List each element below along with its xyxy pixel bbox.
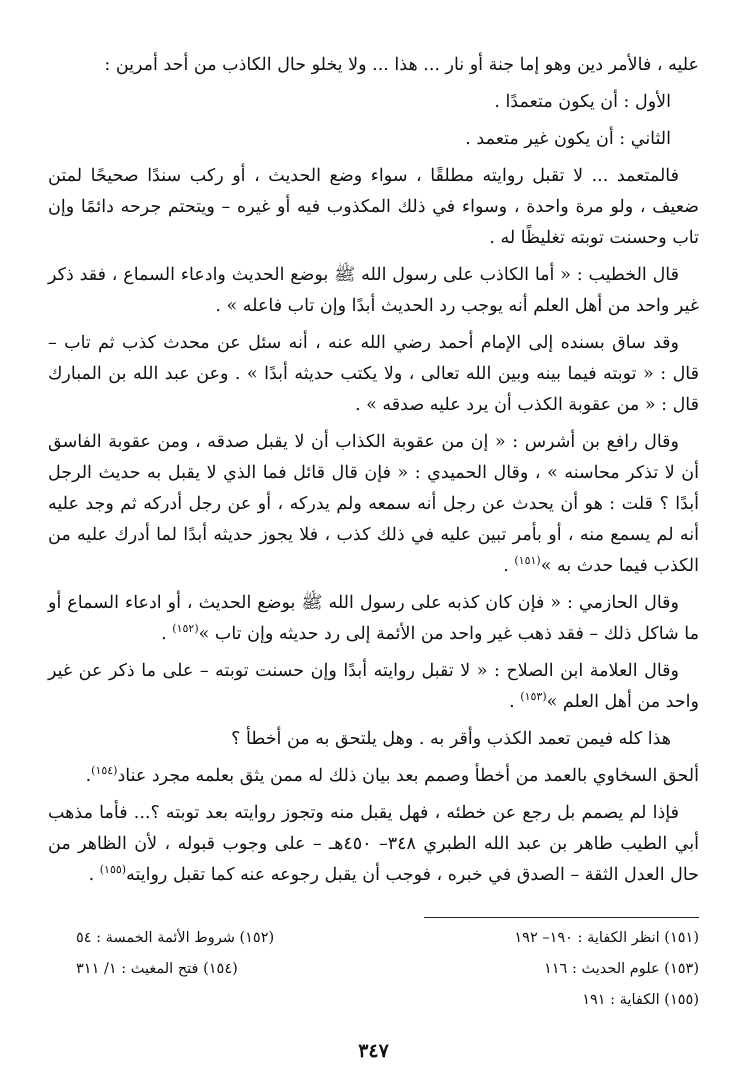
paragraph-tail: . xyxy=(88,865,100,885)
paragraph-11 xyxy=(48,761,699,792)
paragraph-text: الأول : أن يكون متعمدًا . xyxy=(494,92,671,112)
footnote-ref-151[interactable]: (١٥١) xyxy=(514,554,541,568)
paragraph-8 xyxy=(48,588,699,650)
paragraph-2 xyxy=(48,87,699,118)
footnote-ref-155[interactable]: (١٥٥) xyxy=(99,863,127,877)
footnote-154: (١٥٤) فتح المغيث : ١/ ٣١١ xyxy=(76,961,238,977)
paragraph-text: هذا كله فيمن تعمد الكذب وأقر به . وهل يلتحق به من أخطأ ؟ xyxy=(231,729,671,749)
footnote-ref-154[interactable]: (١٥٤) xyxy=(91,764,118,778)
footnote-151: (١٥١) انظر الكفاية : ١٩٠– ١٩٢ xyxy=(514,930,699,946)
paragraph-1 xyxy=(48,50,699,81)
footnote-divider xyxy=(424,917,699,918)
footnote-152: (١٥٢) شروط الأئمة الخمسة : ٥٤ xyxy=(76,930,275,946)
paragraph-12 xyxy=(48,798,699,891)
paragraph-text: وقال رافع بن أشرس : « إن من عقوبة الكذاب أن لا يقبل صدقه ، ومن عقوبة الفاسق أن لا تذكر محاسنه » ، وقال الحميدي : « فإن قال قائل فما الذي لا يقبل به حديث الرجل أبدًا ؟ قلت : هو أن يحدث عن رجل أنه سمعه ولم يدركه ، أو عن رجل أدركه ثم وجد عليه أنه لم يسمع منه ، أو بأمر تبين عليه في ذلك كذب ، فلا يجوز حديثه أبدًا لما أدرك عليه من الكذب فيما حدث به » xyxy=(48,432,699,576)
paragraph-10 xyxy=(48,724,699,755)
footnote-ref-152[interactable]: (١٥٢) xyxy=(172,622,199,636)
paragraph-text: وقال العلامة ابن الصلاح : « لا تقبل روايته أبدًا وإن حسنت توبته – على ما ذكر عن غير واحد من أهل العلم » xyxy=(48,661,699,712)
paragraph-tail: . xyxy=(85,766,92,786)
paragraph-text: وقال الحازمي : « فإن كان كذبه على رسول الله ﷺ بوضع الحديث ، أو ادعاء السماع أو ما شاكل ذلك – فقد ذهب غير واحد من الأئمة إلى رد حديثه وإن تاب » xyxy=(48,593,699,644)
paragraph-text: عليه ، فالأمر دين وهو إما جنة أو نار ... هذا ... ولا يخلو حال الكاذب من أحد أمرين : xyxy=(104,55,699,75)
paragraph-4 xyxy=(48,161,699,254)
paragraph-text: قال الخطيب : « أما الكاذب على رسول الله ﷺ بوضع الحديث وادعاء السماع ، فقد ذكر غير واحد من أهل العلم أنه يوجب رد الحديث أبدًا وإن تاب فاعله » . xyxy=(48,265,699,316)
paragraph-text: ألحق السخاوي بالعمد من أخطأ وصمم بعد بيان ذلك له ممن يثق بعلمه مجرد عناد xyxy=(117,766,699,786)
paragraph-9 xyxy=(48,656,699,718)
footnote-ref-153[interactable]: (١٥٣) xyxy=(520,690,547,704)
paragraph-text: وقد ساق بسنده إلى الإمام أحمد رضي الله عنه ، أنه سئل عن محدث كذب ثم تاب – قال : « توبته فيما بينه وبين الله تعالى ، ولا يكتب حديثه أبدًا » . وعن عبد الله بن المبارك قال : « من عقوبة الكذب أن يرد عليه صدقه » . xyxy=(48,333,699,415)
paragraph-tail: . xyxy=(161,624,173,644)
paragraph-5 xyxy=(48,260,699,322)
paragraph-text: فإذا لم يصمم بل رجع عن خطئه ، فهل يقبل منه وتجوز روايته بعد توبته ؟... فأما مذهب أبي الطيب طاهر بن عبد الله الطبري ٣٤٨– ٤٥٠هـ – على وجوب قبوله ، لأن الظاهر من حال العدل الثقة – الصدق في خبره ، فوجب أن يقبل رجوعه عنه كما تقبل روايته xyxy=(48,803,699,885)
paragraph-text: فالمتعمد ... لا تقبل روايته مطلقًا ، سواء وضع الحديث ، أو ركب سندًا صحيحًا لمتن ضعيف ، ولو مرة واحدة ، وسواء في ذلك المكذوب فيه أو غيره – ويتحتم جرحه دائمًا وإن تاب وحسنت توبته تغليظًا له . xyxy=(48,166,699,248)
footnotes xyxy=(48,930,699,1050)
paragraph-6 xyxy=(48,328,699,421)
paragraph-tail: . xyxy=(509,692,521,712)
footnote-155: (١٥٥) الكفاية : ١٩١ xyxy=(582,992,699,1008)
paragraph-7 xyxy=(48,427,699,582)
page-number: ٣٤٧ xyxy=(358,1040,389,1062)
paragraph-tail: . xyxy=(503,556,515,576)
footnote-153: (١٥٣) علوم الحديث : ١١٦ xyxy=(543,961,699,977)
paragraph-3 xyxy=(48,124,699,155)
paragraph-text: الثاني : أن يكون غير متعمد . xyxy=(465,129,671,149)
